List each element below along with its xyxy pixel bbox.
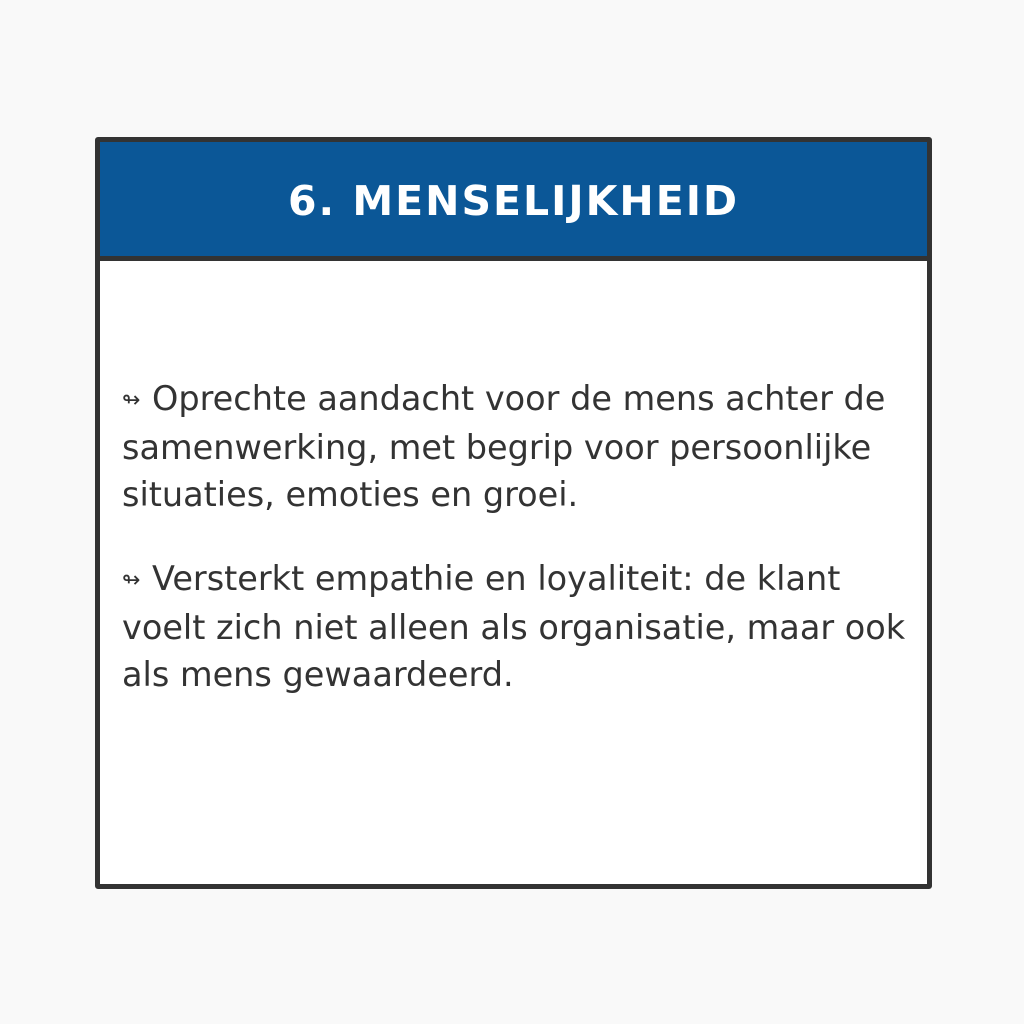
card-title: 6. MENSELIJKHEID [287, 176, 740, 225]
info-card [95, 137, 932, 889]
arrow-bullet-icon: ↬ [122, 388, 141, 413]
bullet-point [122, 555, 907, 698]
card-header [100, 142, 927, 261]
arrow-bullet-icon: ↬ [122, 568, 141, 593]
bullet-text: Versterkt empathie en loyaliteit: de klant voelt zich niet alleen als organisatie, maar ook als mens gewaardeerd. [122, 559, 906, 694]
bullet-point [122, 375, 907, 518]
card-body [122, 375, 907, 735]
bullet-text: Oprechte aandacht voor de mens achter de samenwerking, met begrip voor persoonlijke situaties, emoties en groei. [122, 379, 886, 514]
